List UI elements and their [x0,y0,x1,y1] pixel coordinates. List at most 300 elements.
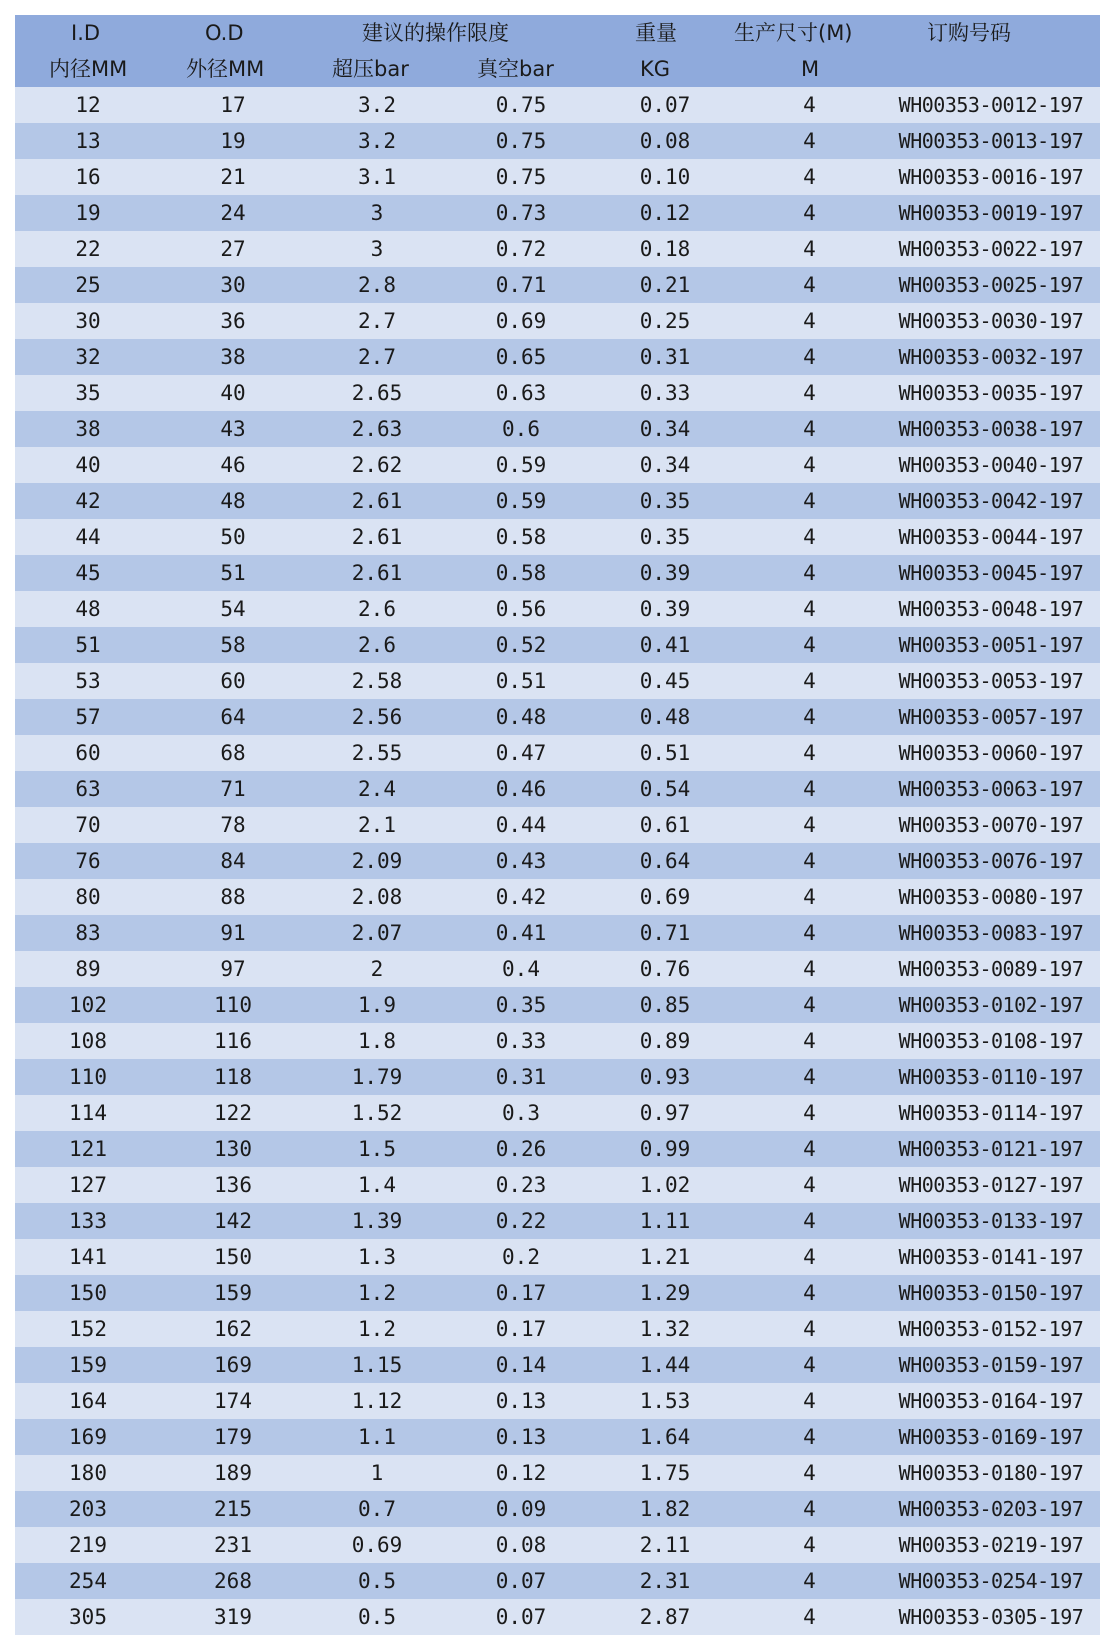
vacuum-limit-cell: 0.46 [495,777,547,801]
pressure-limit-cell: 2.58 [351,669,403,693]
pressure-limit-cell: 1.8 [358,1029,396,1053]
outer-diameter-cell: 150 [214,1245,252,1269]
order-number-cell: WH00353-0203-197 [898,1497,1084,1521]
weight-cell: 1.75 [639,1461,691,1485]
header-od: O.D [205,21,244,45]
pressure-limit-cell: 1.5 [358,1137,396,1161]
table-row [15,123,1100,159]
inner-diameter-cell: 150 [69,1281,107,1305]
order-number-cell: WH00353-0016-197 [898,165,1084,189]
inner-diameter-cell: 127 [69,1173,107,1197]
order-number-cell: WH00353-0305-197 [898,1605,1084,1629]
pressure-limit-cell: 2 [370,957,384,981]
length-cell: 4 [803,381,816,405]
inner-diameter-cell: 40 [75,453,101,477]
weight-cell: 1.21 [639,1245,691,1269]
outer-diameter-cell: 38 [220,345,246,369]
weight-cell: 0.61 [639,813,691,837]
pressure-limit-cell: 2.4 [358,777,396,801]
outer-diameter-cell: 231 [214,1533,252,1557]
vacuum-limit-cell: 0.14 [495,1353,547,1377]
table-row [15,159,1100,195]
pressure-limit-cell: 3.1 [358,165,396,189]
vacuum-limit-cell: 0.58 [495,561,547,585]
weight-cell: 0.51 [639,741,691,765]
outer-diameter-cell: 30 [220,273,246,297]
table-row [15,1383,1100,1419]
table-row [15,483,1100,519]
vacuum-limit-cell: 0.52 [495,633,547,657]
vacuum-limit-cell: 0.73 [495,201,547,225]
table-row [15,735,1100,771]
inner-diameter-cell: 121 [69,1137,107,1161]
weight-cell: 0.34 [639,417,691,441]
weight-cell: 1.11 [639,1209,691,1233]
table-row [15,231,1100,267]
order-number-cell: WH00353-0127-197 [898,1173,1084,1197]
weight-cell: 0.25 [639,309,691,333]
inner-diameter-cell: 45 [75,561,101,585]
weight-cell: 0.89 [639,1029,691,1053]
inner-diameter-cell: 57 [75,705,101,729]
order-number-cell: WH00353-0013-197 [898,129,1084,153]
order-number-cell: WH00353-0051-197 [898,633,1084,657]
length-cell: 4 [803,921,816,945]
outer-diameter-cell: 17 [220,93,246,117]
pressure-limit-cell: 2.09 [351,849,403,873]
inner-diameter-cell: 60 [75,741,101,765]
outer-diameter-cell: 21 [220,165,246,189]
weight-cell: 2.11 [639,1533,691,1557]
pressure-limit-cell: 1.15 [351,1353,403,1377]
pressure-limit-cell: 2.07 [351,921,403,945]
outer-diameter-cell: 78 [220,813,246,837]
pressure-limit-cell: 2.6 [358,597,396,621]
outer-diameter-cell: 43 [220,417,246,441]
vacuum-limit-cell: 0.48 [495,705,547,729]
table-row [15,519,1100,555]
order-number-cell: WH00353-0102-197 [898,993,1084,1017]
vacuum-limit-cell: 0.63 [495,381,547,405]
vacuum-limit-cell: 0.44 [495,813,547,837]
vacuum-limit-cell: 0.12 [495,1461,547,1485]
weight-cell: 0.93 [639,1065,691,1089]
pressure-limit-cell: 2.7 [358,309,396,333]
table-row [15,879,1100,915]
pressure-limit-cell: 1.2 [358,1317,396,1341]
header-length-unit: M [801,57,820,81]
inner-diameter-cell: 89 [75,957,101,981]
table-row [15,915,1100,951]
table-row [15,591,1100,627]
length-cell: 4 [803,273,816,297]
vacuum-limit-cell: 0.23 [495,1173,547,1197]
table-row [15,1095,1100,1131]
order-number-cell: WH00353-0070-197 [898,813,1084,837]
outer-diameter-cell: 24 [220,201,246,225]
inner-diameter-cell: 159 [69,1353,107,1377]
outer-diameter-cell: 215 [214,1497,252,1521]
order-number-cell: WH00353-0035-197 [898,381,1084,405]
weight-cell: 1.53 [639,1389,691,1413]
weight-cell: 0.35 [639,489,691,513]
length-cell: 4 [803,1245,816,1269]
order-number-cell: WH00353-0032-197 [898,345,1084,369]
table-body [15,87,1100,1635]
vacuum-limit-cell: 0.6 [502,417,540,441]
inner-diameter-cell: 51 [75,633,101,657]
weight-cell: 0.41 [639,633,691,657]
outer-diameter-cell: 88 [220,885,246,909]
outer-diameter-cell: 169 [214,1353,252,1377]
pressure-limit-cell: 2.61 [351,525,403,549]
vacuum-limit-cell: 0.4 [502,957,540,981]
order-number-cell: WH00353-0038-197 [898,417,1084,441]
outer-diameter-cell: 64 [220,705,246,729]
table-row [15,627,1100,663]
length-cell: 4 [803,1065,816,1089]
inner-diameter-cell: 53 [75,669,101,693]
table-row [15,843,1100,879]
outer-diameter-cell: 36 [220,309,246,333]
length-cell: 4 [803,345,816,369]
weight-cell: 0.45 [639,669,691,693]
length-cell: 4 [803,777,816,801]
outer-diameter-cell: 319 [214,1605,252,1629]
outer-diameter-cell: 51 [220,561,246,585]
weight-cell: 0.39 [639,597,691,621]
inner-diameter-cell: 180 [69,1461,107,1485]
outer-diameter-cell: 122 [214,1101,252,1125]
vacuum-limit-cell: 0.09 [495,1497,547,1521]
outer-diameter-cell: 189 [214,1461,252,1485]
inner-diameter-cell: 13 [75,129,101,153]
inner-diameter-cell: 44 [75,525,101,549]
table-row [15,1311,1100,1347]
outer-diameter-cell: 174 [214,1389,252,1413]
vacuum-limit-cell: 0.3 [502,1101,540,1125]
table-row [15,1455,1100,1491]
pressure-limit-cell: 2.61 [351,561,403,585]
outer-diameter-cell: 179 [214,1425,252,1449]
order-number-cell: WH00353-0110-197 [898,1065,1084,1089]
table-row [15,375,1100,411]
table-row [15,1131,1100,1167]
weight-cell: 0.21 [639,273,691,297]
table-row [15,195,1100,231]
weight-cell: 0.54 [639,777,691,801]
order-number-cell: WH00353-0053-197 [898,669,1084,693]
weight-cell: 1.32 [639,1317,691,1341]
pressure-limit-cell: 2.61 [351,489,403,513]
weight-cell: 1.02 [639,1173,691,1197]
table-row [15,1527,1100,1563]
order-number-cell: WH00353-0076-197 [898,849,1084,873]
vacuum-limit-cell: 0.71 [495,273,547,297]
pressure-limit-cell: 0.7 [358,1497,396,1521]
table-header [15,15,1100,87]
pressure-limit-cell: 2.63 [351,417,403,441]
inner-diameter-cell: 152 [69,1317,107,1341]
weight-cell: 1.64 [639,1425,691,1449]
pressure-limit-cell: 2.65 [351,381,403,405]
vacuum-limit-cell: 0.58 [495,525,547,549]
pressure-limit-cell: 1.52 [351,1101,403,1125]
vacuum-limit-cell: 0.51 [495,669,547,693]
spec-table [15,15,1100,1635]
order-number-cell: WH00353-0030-197 [898,309,1084,333]
pressure-limit-cell: 1 [370,1461,384,1485]
weight-cell: 0.71 [639,921,691,945]
inner-diameter-cell: 76 [75,849,101,873]
inner-diameter-cell: 16 [75,165,101,189]
weight-cell: 0.64 [639,849,691,873]
weight-cell: 0.69 [639,885,691,909]
vacuum-limit-cell: 0.72 [495,237,547,261]
table-row [15,699,1100,735]
order-number-cell: WH00353-0169-197 [898,1425,1084,1449]
length-cell: 4 [803,1317,816,1341]
table-row [15,87,1100,123]
pressure-limit-cell: 2.08 [351,885,403,909]
header-operating-limits: 建议的操作限度 [362,21,509,45]
outer-diameter-cell: 130 [214,1137,252,1161]
outer-diameter-cell: 27 [220,237,246,261]
outer-diameter-cell: 71 [220,777,246,801]
pressure-limit-cell: 1.79 [351,1065,403,1089]
inner-diameter-cell: 169 [69,1425,107,1449]
pressure-limit-cell: 2.8 [358,273,396,297]
weight-cell: 1.82 [639,1497,691,1521]
pressure-limit-cell: 1.1 [358,1425,396,1449]
inner-diameter-cell: 254 [69,1569,107,1593]
table-row [15,663,1100,699]
table-row [15,807,1100,843]
pressure-limit-cell: 0.5 [358,1569,396,1593]
order-number-cell: WH00353-0022-197 [898,237,1084,261]
table-row [15,339,1100,375]
length-cell: 4 [803,453,816,477]
vacuum-limit-cell: 0.59 [495,453,547,477]
vacuum-limit-cell: 0.75 [495,129,547,153]
outer-diameter-cell: 268 [214,1569,252,1593]
inner-diameter-cell: 19 [75,201,101,225]
weight-cell: 0.31 [639,345,691,369]
order-number-cell: WH00353-0063-197 [898,777,1084,801]
outer-diameter-cell: 118 [214,1065,252,1089]
weight-cell: 0.85 [639,993,691,1017]
pressure-limit-cell: 1.12 [351,1389,403,1413]
weight-cell: 1.44 [639,1353,691,1377]
pressure-limit-cell: 2.62 [351,453,403,477]
outer-diameter-cell: 91 [220,921,246,945]
pressure-limit-cell: 3.2 [358,129,396,153]
order-number-cell: WH00353-0044-197 [898,525,1084,549]
length-cell: 4 [803,1029,816,1053]
table-row [15,411,1100,447]
inner-diameter-cell: 32 [75,345,101,369]
table-row [15,771,1100,807]
vacuum-limit-cell: 0.47 [495,741,547,765]
order-number-cell: WH00353-0121-197 [898,1137,1084,1161]
inner-diameter-cell: 63 [75,777,101,801]
inner-diameter-cell: 30 [75,309,101,333]
weight-cell: 0.39 [639,561,691,585]
length-cell: 4 [803,1497,816,1521]
header-id-unit: 内径MM [49,57,128,81]
table-row [15,447,1100,483]
inner-diameter-cell: 38 [75,417,101,441]
inner-diameter-cell: 305 [69,1605,107,1629]
pressure-limit-cell: 3.2 [358,93,396,117]
header-length: 生产尺寸(M) [734,21,853,45]
order-number-cell: WH00353-0057-197 [898,705,1084,729]
table-row [15,1419,1100,1455]
pressure-limit-cell: 2.6 [358,633,396,657]
inner-diameter-cell: 203 [69,1497,107,1521]
vacuum-limit-cell: 0.56 [495,597,547,621]
outer-diameter-cell: 60 [220,669,246,693]
order-number-cell: WH00353-0150-197 [898,1281,1084,1305]
table-row [15,1599,1100,1635]
order-number-cell: WH00353-0080-197 [898,885,1084,909]
weight-cell: 0.35 [639,525,691,549]
length-cell: 4 [803,993,816,1017]
length-cell: 4 [803,1173,816,1197]
header-weight: 重量 [635,21,677,45]
vacuum-limit-cell: 0.13 [495,1425,547,1449]
length-cell: 4 [803,1353,816,1377]
table-row [15,555,1100,591]
vacuum-limit-cell: 0.33 [495,1029,547,1053]
order-number-cell: WH00353-0141-197 [898,1245,1084,1269]
pressure-limit-cell: 1.9 [358,993,396,1017]
vacuum-limit-cell: 0.75 [495,165,547,189]
vacuum-limit-cell: 0.08 [495,1533,547,1557]
order-number-cell: WH00353-0089-197 [898,957,1084,981]
outer-diameter-cell: 159 [214,1281,252,1305]
vacuum-limit-cell: 0.2 [502,1245,540,1269]
inner-diameter-cell: 141 [69,1245,107,1269]
vacuum-limit-cell: 0.65 [495,345,547,369]
order-number-cell: WH00353-0152-197 [898,1317,1084,1341]
inner-diameter-cell: 83 [75,921,101,945]
weight-cell: 0.99 [639,1137,691,1161]
header-order-number: 订购号码 [927,21,1011,45]
inner-diameter-cell: 219 [69,1533,107,1557]
outer-diameter-cell: 84 [220,849,246,873]
table-row [15,1239,1100,1275]
order-number-cell: WH00353-0025-197 [898,273,1084,297]
length-cell: 4 [803,1533,816,1557]
length-cell: 4 [803,669,816,693]
length-cell: 4 [803,849,816,873]
length-cell: 4 [803,1209,816,1233]
vacuum-limit-cell: 0.31 [495,1065,547,1089]
pressure-limit-cell: 1.3 [358,1245,396,1269]
outer-diameter-cell: 40 [220,381,246,405]
weight-cell: 0.34 [639,453,691,477]
length-cell: 4 [803,237,816,261]
length-cell: 4 [803,1605,816,1629]
inner-diameter-cell: 133 [69,1209,107,1233]
length-cell: 4 [803,741,816,765]
weight-cell: 0.07 [639,93,691,117]
outer-diameter-cell: 54 [220,597,246,621]
length-cell: 4 [803,1101,816,1125]
length-cell: 4 [803,1389,816,1413]
length-cell: 4 [803,1281,816,1305]
vacuum-limit-cell: 0.26 [495,1137,547,1161]
table-row [15,1167,1100,1203]
outer-diameter-cell: 142 [214,1209,252,1233]
table-row [15,303,1100,339]
table-row [15,267,1100,303]
outer-diameter-cell: 116 [214,1029,252,1053]
header-vacuum: 真空bar [477,57,554,81]
order-number-cell: WH00353-0108-197 [898,1029,1084,1053]
length-cell: 4 [803,561,816,585]
table-row [15,1275,1100,1311]
vacuum-limit-cell: 0.43 [495,849,547,873]
length-cell: 4 [803,1137,816,1161]
table-row [15,1563,1100,1599]
vacuum-limit-cell: 0.13 [495,1389,547,1413]
pressure-limit-cell: 0.5 [358,1605,396,1629]
header-pressure: 超压bar [332,57,409,81]
header-id: I.D [71,21,101,45]
header-od-unit: 外径MM [186,57,265,81]
vacuum-limit-cell: 0.17 [495,1317,547,1341]
length-cell: 4 [803,165,816,189]
order-number-cell: WH00353-0045-197 [898,561,1084,585]
order-number-cell: WH00353-0019-197 [898,201,1084,225]
inner-diameter-cell: 42 [75,489,101,513]
vacuum-limit-cell: 0.75 [495,93,547,117]
vacuum-limit-cell: 0.69 [495,309,547,333]
inner-diameter-cell: 108 [69,1029,107,1053]
vacuum-limit-cell: 0.41 [495,921,547,945]
table-row [15,1203,1100,1239]
order-number-cell: WH00353-0133-197 [898,1209,1084,1233]
weight-cell: 0.12 [639,201,691,225]
pressure-limit-cell: 3 [370,237,384,261]
inner-diameter-cell: 102 [69,993,107,1017]
inner-diameter-cell: 25 [75,273,101,297]
vacuum-limit-cell: 0.42 [495,885,547,909]
length-cell: 4 [803,885,816,909]
outer-diameter-cell: 136 [214,1173,252,1197]
order-number-cell: WH00353-0048-197 [898,597,1084,621]
inner-diameter-cell: 22 [75,237,101,261]
order-number-cell: WH00353-0219-197 [898,1533,1084,1557]
length-cell: 4 [803,489,816,513]
weight-cell: 0.18 [639,237,691,261]
outer-diameter-cell: 48 [220,489,246,513]
vacuum-limit-cell: 0.17 [495,1281,547,1305]
length-cell: 4 [803,957,816,981]
weight-cell: 0.48 [639,705,691,729]
order-number-cell: WH00353-0012-197 [898,93,1084,117]
order-number-cell: WH00353-0114-197 [898,1101,1084,1125]
length-cell: 4 [803,309,816,333]
pressure-limit-cell: 0.69 [351,1533,403,1557]
order-number-cell: WH00353-0180-197 [898,1461,1084,1485]
outer-diameter-cell: 97 [220,957,246,981]
length-cell: 4 [803,93,816,117]
pressure-limit-cell: 2.7 [358,345,396,369]
outer-diameter-cell: 162 [214,1317,252,1341]
